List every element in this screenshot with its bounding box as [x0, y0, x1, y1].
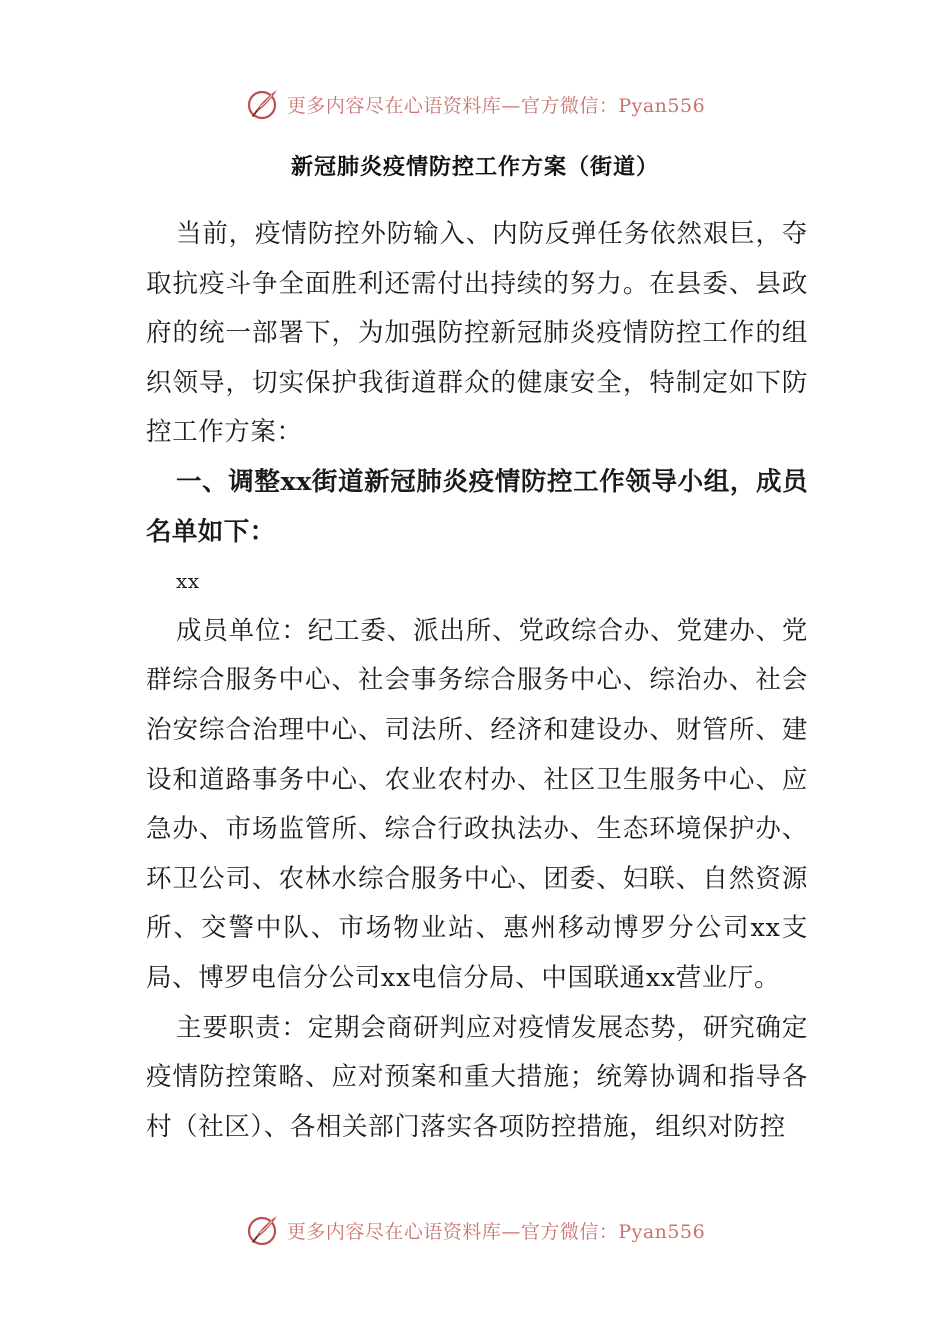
leader-name: xx: [176, 569, 200, 594]
banner-text: 更多内容尽在心语资料库—官方微信：Pyan556: [286, 1220, 706, 1243]
footer-banner: [0, 1210, 950, 1250]
member-units-paragraph: 成员单位：纪工委、派出所、党政综合办、党建办、党群综合服务中心、社会事务综合服务中心、综治办、社会治安综合治理中心、司法所、经济和建设办、财管所、建设和道路事务中心、农业农村办、社区卫生服务中心、应急办、市场监管所、综合行政执法办、生态环境保护办、环卫公司、农林水综合服务中心、团委、妇联、自然资源所、交警中队、市场物业站、惠州移动博罗分公司xx支局、博罗电信分公司xx电信分局、中国联通xx营业厅。: [146, 615, 808, 993]
document-title: 新冠肺炎疫情防控工作方案（街道）: [290, 155, 659, 180]
quill-circle-icon: [245, 1212, 281, 1248]
section-heading: 一、调整xx街道新冠肺炎疫情防控工作领导小组，成员名单如下：: [146, 466, 808, 547]
header-banner: [0, 84, 950, 124]
main-duties-paragraph: 主要职责：定期会商研判应对疫情发展态势，研究确定疫情防控策略、应对预案和重大措施；统筹协调和指导各村（社区）、各相关部门落实各项防控措施，组织对防控: [146, 1012, 808, 1142]
document-body: [146, 210, 808, 1152]
intro-paragraph: 当前，疫情防控外防输入、内防反弹任务依然艰巨，夺取抗疫斗争全面胜利还需付出持续的努力。在县委、县政府的统一部署下，为加强防控新冠肺炎疫情防控工作的组织领导，切实保护我街道群众的健康安全，特制定如下防控工作方案：: [146, 219, 808, 448]
banner-text: 更多内容尽在心语资料库—官方微信：Pyan556: [286, 94, 706, 117]
quill-circle-icon: [245, 86, 281, 122]
